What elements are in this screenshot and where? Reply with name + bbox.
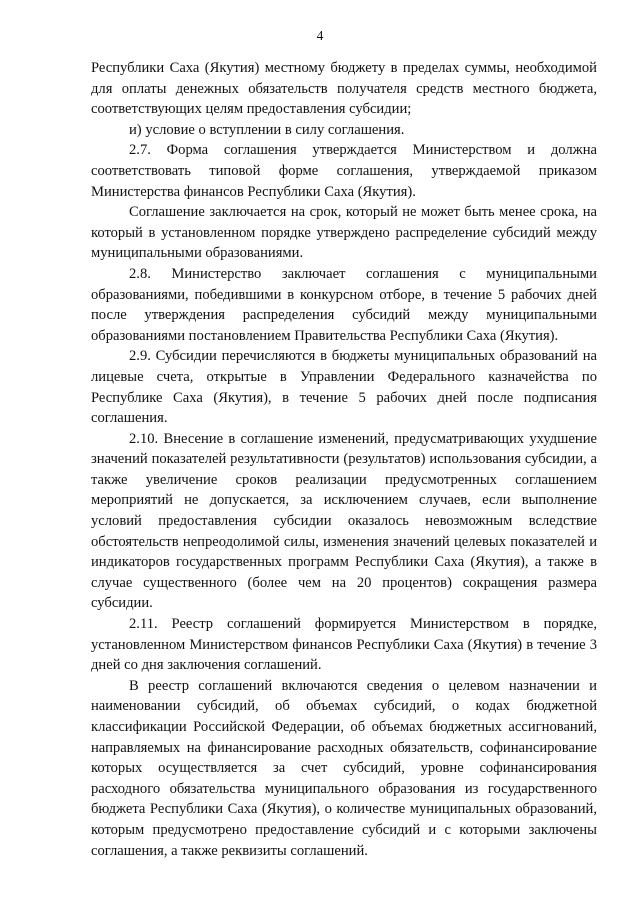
paragraph-2-8: 2.8. Министерство заключает соглашения с муниципальными образованиями, победившими в конкурсном отборе, в течение 5 рабочих дней после утверждения распределения субсидий между муниципальными образованиями постановлением Правительства Республики Саха (Якутия). — [91, 265, 597, 344]
paragraph-registry-contents: В реестр соглашений включаются сведения о целевом назначении и наименовании субсидий, об объемах субсидий, о кодах бюджетной классификации Российской Федерации, об объемах бюджетных ассигнований, направляемых на финансирование расходных обязательств, софинансирование которых осуществляется за счет субсидий, уровне софинансирования расходного обязательства муниципального образования из государственного бюджета Республики Саха (Якутия), о количестве муниципальных образований, которым предусмотрено предоставление субсидий и с которыми заключены соглашения, а также реквизиты соглашений. — [91, 677, 597, 859]
paragraph-continuation: Республики Саха (Якутия) местному бюджету в пределах суммы, необходимой для оплаты денежных обязательств получателя средств местного бюджета, соответствующих целям предоставления субсидии; — [91, 60, 597, 118]
page-number: 4 — [316, 28, 324, 43]
paragraph-agreement-term: Соглашение заключается на срок, который не может быть менее срока, на который в установленном порядке утверждено распределение субсидий между муниципальными образованиями. — [91, 204, 597, 262]
paragraph-2-10: 2.10. Внесение в соглашение изменений, предусматривающих ухудшение значений показателей результативности (результатов) использования субсидии, а также увеличение сроков реализации предусмотренных соглашением мероприятий не допускается, за исключением случаев, если выполнение условий предоставления субсидии оказалось невозможным вследствие обстоятельств непреодолимой силы, изменения значений целевых показателей и индикаторов государственных программ Республики Саха (Якутия), а также в случае существенного (более чем на 20 процентов) сокращения размера субсидии. — [91, 430, 597, 612]
paragraph-2-9: 2.9. Субсидии перечисляются в бюджеты муниципальных образований на лицевые счета, открытые в Управлении Федерального казначейства по Республике Саха (Якутия), в течение 5 рабочих дней после подписания соглашения. — [91, 348, 597, 427]
paragraph-item-i: и) условие о вступлении в силу соглашения. — [129, 121, 405, 138]
paragraph-2-7: 2.7. Форма соглашения утверждается Министерством и должна соответствовать типовой форме соглашения, утверждаемой приказом Министерства финансов Республики Саха (Якутия). — [91, 142, 597, 200]
paragraph-2-11: 2.11. Реестр соглашений формируется Министерством в порядке, установленном Министерством финансов Республики Саха (Якутия) в течение 3 дней со дня заключения соглашений. — [91, 616, 597, 674]
document-body — [91, 58, 597, 861]
